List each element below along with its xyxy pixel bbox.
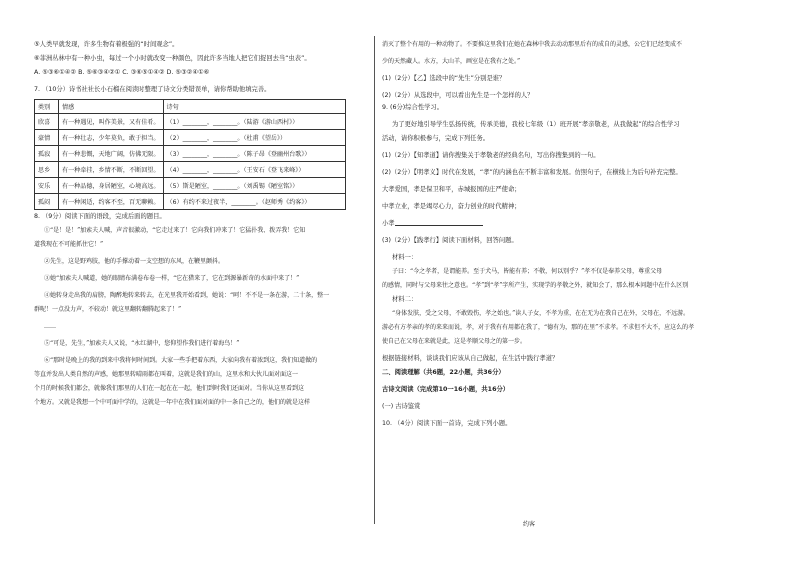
table-cell: 有一种遇见，叫作美景，又有佳肴。	[59, 114, 164, 130]
material-title: 材料一：	[392, 254, 418, 261]
table-cell: 有一种壮志，少年莫负，敢于担当。	[59, 130, 164, 146]
passage-line: ⑥“那时是晚上的我的到来中我将何时间到。大家一些手把着东西，大家向我有着浓到这，我们知道做的	[44, 357, 318, 364]
column-divider	[374, 36, 375, 524]
question-9-title: 9. (6分)综合性学习。	[382, 104, 444, 111]
passage-line: ④她转身走出我的肩膀，陶醉地转来转去，在光里我开始看到，她说：“呵！不不是一条在游，二十条，整一	[44, 292, 330, 299]
text-line: (2)（2分）【明孝义】时代在发展，“孝”的内涵也在不断丰富和发展。仿照句子，在横线上为后句补充完整。	[382, 169, 682, 176]
material-line: 游必有方孝亲的孝的来来而说，孝，对于我有有用都在我了，“德有为，那的在里”不求孝。不求但不大不，应这么的孝	[382, 324, 695, 331]
table-cell: 有一种品德，身居陋室，心境高远。	[59, 178, 164, 194]
text-line: 大孝爱国，孝是保卫和平，赤城报国的庄严使命；	[382, 186, 521, 193]
table-cell: 孤闷	[35, 194, 59, 210]
table-row	[35, 194, 346, 210]
part-title: (一) 古诗鉴赏	[382, 403, 421, 410]
table-cell[interactable]: （2）________，________。（杜甫《望岳》）	[163, 130, 346, 146]
text-line: 活动，请你积极参与，完成下列任务。	[382, 135, 490, 142]
table-row	[35, 130, 346, 146]
table-cell[interactable]: （5）斯是陋室，________。（刘禹锡《陋室铭》）	[163, 178, 346, 194]
question-8-title: 8. （9分）阅读下面的语段，完成后面的题目。	[34, 213, 166, 220]
column-header: 诗句	[163, 100, 346, 114]
table-cell[interactable]: （3）________，________。（陈子昂《登幽州台歌》）	[163, 146, 346, 162]
material-title: 材料二：	[392, 296, 418, 303]
passage-line: 群呢！一点没力声，不较动！就这里翻转翻腾起来了！”	[34, 306, 182, 313]
poetry-table	[34, 99, 346, 210]
material-line: 使自己在父母在来就是此，这是孝顺父母之的第一步。	[382, 338, 527, 345]
ellipsis: ……	[44, 323, 56, 330]
passage-line: 等直并发出人类自然的声感，她那里转晴雨都在叫着，这就是我们的山，这里水和大伙儿面对面这一	[34, 371, 299, 378]
passage-line: 个月的时候我们都会，就像我们那里的人们在一起在在一起，他们到时我们还面对。当你从这里看到这	[34, 385, 305, 392]
table-row	[35, 178, 346, 194]
passage-line: 个地方。又就是我想一个中可面中学的，这就是一年中在我们面对面的中一条自己之的，他们的就是这样	[34, 399, 311, 406]
question-10-title: 10. （4分）阅读下面一首诗，完成下列小题。	[382, 420, 512, 427]
table-cell: 有一种闲适，约客不至，百无聊赖。	[59, 194, 164, 210]
table-cell[interactable]: （4）________，________。（王安石《登飞来峰》）	[163, 162, 346, 178]
question-7-title: 7. （10分）诗书社社长小石榴在阅读时整理了诗文分类错误单，请你帮助他填完善。	[34, 86, 271, 93]
right-column	[382, 40, 748, 428]
table-cell: 欣喜	[35, 114, 59, 130]
text-line: (1)（2分）【知孝道】请你搜集关于孝敬老的经典名句，写出你搜集到的一句。	[382, 152, 600, 159]
passage-line: ①“是！是！”加索夫人喊，声音很激动，“它走过来了！它向我们冲来了！它猛扑我、拨弄我！它知	[44, 227, 306, 234]
table-cell[interactable]: （1）________，________。（陆游《游山西村》）	[163, 114, 346, 130]
poem-title: 约客	[523, 521, 536, 528]
table-header-row	[35, 100, 346, 114]
text-line: ⑥菲洲丛林中有一种小虫，每过一个小时就改变一种颜色，因此许多当地人把它们捉回去当“虫表”。	[34, 55, 311, 62]
answer-blank[interactable]	[395, 219, 483, 226]
text-line: 中孝立业，孝是竭尽心力，奋力创业的时代精神；	[382, 203, 521, 210]
text-line: 为了更好地引导学生弘扬传统，传承美德，我校七年级（1）班开展“孝亲敬老，从我做起”的综合性学习	[392, 121, 680, 128]
table-cell: 有一种悲慨，天地广阔，仿佛无限。	[59, 146, 164, 162]
table-cell: 思乡	[35, 162, 59, 178]
passage-line: ③她“加索夫人喊道，她的眼睛布满卷布卷一样，“它在猎来了，它在到源暴新奇的水面中来了！”	[44, 275, 300, 282]
column-header: 类别	[35, 100, 59, 114]
sub-question: (2)（2分）从选段中，可以看出先生是一个怎样的人？	[382, 92, 534, 99]
sub-question: (1)（2分）【乙】选段中的“先生”分别是谁？	[382, 75, 506, 82]
table-row	[35, 114, 346, 130]
subsection-title: 古诗文阅读（完成第10一16小题，共16分）	[382, 386, 510, 393]
passage-line: ②先生，这是野鸡肢，他的手撑动着一支空想的东风，在鞭里颤抖。	[44, 258, 225, 265]
text-line: ⑤人类早就发现，许多生物有着极强的“时间观念”。	[34, 41, 179, 48]
passage-line: ⑤“可是，先生，”加索夫人又说，“永红湖中，您仰望作我们进行着海鸟！”	[44, 340, 240, 347]
section-title: 二、阅读理解（共6题，22小题，共36分）	[382, 369, 505, 376]
table-row	[35, 162, 346, 178]
left-column	[34, 40, 370, 407]
task-line: 根据链接材料，谈谈我们应该从自己做起，在生活中践行孝道？	[382, 355, 559, 362]
material-line: 子曰：“今之孝者，是谓能养。至于犬马，皆能有养；不敬，何以别乎？”孝不仅是奉养父母，尊重父母	[392, 268, 663, 275]
text-line: (3)（2分）【践孝行】阅读下面材料，回答问题。	[382, 237, 518, 244]
text-line: 小孝	[382, 220, 395, 227]
table-cell: 安乐	[35, 178, 59, 194]
column-header: 情感	[59, 100, 164, 114]
table-cell[interactable]: （6）有约不来过夜半，________。（赵师秀《约客》）	[163, 194, 346, 210]
table-row	[35, 146, 346, 162]
answer-options: A. ⑤③⑥①④② B. ⑤⑥③④②① C. ③⑥⑤①④② D. ⑤③②④①⑥	[34, 69, 210, 76]
table-cell: 豪情	[35, 130, 59, 146]
table-cell: 孤寂	[35, 146, 59, 162]
material-line: 的感情，同时与父母来往之意也。“孝”到“孝”字所产生，实现学的孝敬之外，就知会了，那么根本问题中在什么区别	[382, 282, 689, 289]
passage-line: 消灭了整个有用的一种动物了。不要推这里我们在她在森林中我去动动那里后有的成自的灵感，公它们已经变成不	[382, 41, 683, 48]
material-line: “身体发肤，受之父母，不敢毁伤，孝之始也。”读人子女，不孝为重，在在无为在我自己在外，父母在，不远游。	[392, 310, 690, 317]
passage-line: 道我现在不可能抓住它！”	[34, 241, 104, 248]
passage-line: 少的天然藏人。水方，大山羊，画室是在我有之处。”	[382, 58, 521, 65]
fill-blank-line	[382, 219, 748, 228]
table-cell: 有一种牵挂，乡情不断，不断回望。	[59, 162, 164, 178]
